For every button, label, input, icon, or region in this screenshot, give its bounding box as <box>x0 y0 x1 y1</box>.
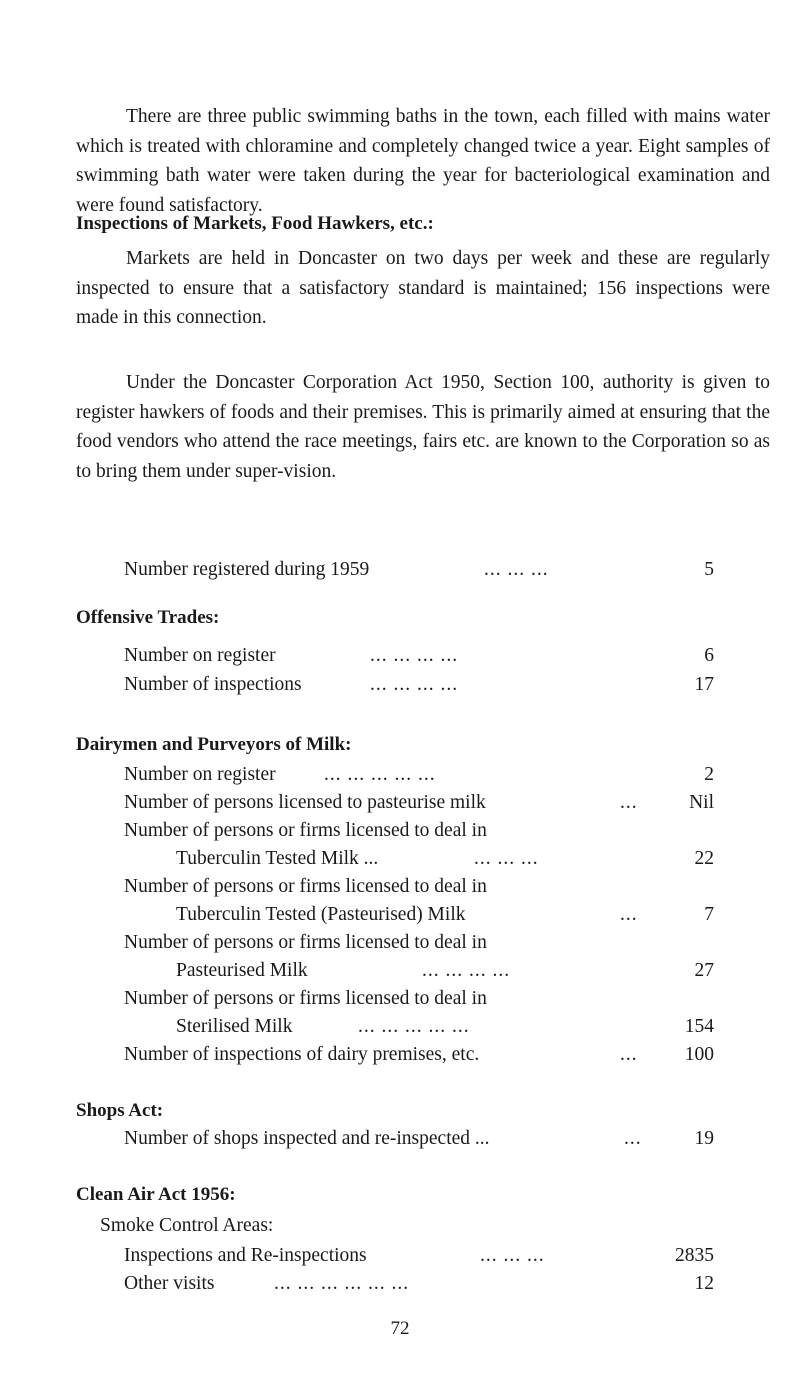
row-value: 100 <box>684 1044 714 1065</box>
leader-dots: ... <box>624 1128 642 1149</box>
dairy-row <box>124 985 714 1013</box>
dairy-row <box>124 817 714 845</box>
row-label: Number of persons or firms licensed to deal in <box>124 876 487 897</box>
row-label: Number on register <box>124 645 276 666</box>
row-label: Tuberculin Tested (Pasteurised) Milk <box>176 904 466 925</box>
dairy-row <box>124 845 714 873</box>
dairymen-heading: Dairymen and Purveyors of Milk: <box>76 734 352 755</box>
dairy-row <box>124 1041 714 1069</box>
row-label: Inspections and Re-inspections <box>124 1245 367 1266</box>
leader-dots: ... ... ... <box>484 559 549 580</box>
dairy-row <box>124 873 714 901</box>
row-value: 7 <box>704 904 714 925</box>
row-value: 19 <box>694 1128 714 1149</box>
dairy-row <box>124 1013 714 1041</box>
page-number: 72 <box>390 1318 410 1339</box>
leader-dots: ... <box>620 1044 638 1065</box>
markets-heading: Inspections of Markets, Food Hawkers, etc.: <box>76 213 434 234</box>
offensive-row <box>124 671 714 699</box>
shops-row <box>124 1125 714 1153</box>
row-label: Number on register <box>124 764 276 785</box>
row-label: Number of persons licensed to pasteurise milk <box>124 792 486 813</box>
row-value: Nil <box>689 792 714 813</box>
row-value: 5 <box>704 559 714 580</box>
row-label: Number of inspections of dairy premises, etc. <box>124 1044 480 1065</box>
clean-air-heading: Clean Air Act 1956: <box>76 1184 236 1205</box>
row-value: 154 <box>684 1016 714 1037</box>
offensive-row <box>124 642 714 670</box>
leader-dots: ... <box>620 904 638 925</box>
offensive-trades-heading: Offensive Trades: <box>76 607 220 628</box>
row-value: 27 <box>694 960 714 981</box>
row-value: 12 <box>694 1273 714 1294</box>
shops-act-heading: Shops Act: <box>76 1100 164 1121</box>
row-value: 22 <box>694 848 714 869</box>
leader-dots: ... ... ... ... <box>422 960 511 981</box>
dairy-row <box>124 929 714 957</box>
row-label: Number of shops inspected and re-inspected ... <box>124 1128 490 1149</box>
row-label: Number registered during 1959 <box>124 559 370 580</box>
row-value: 2 <box>704 764 714 785</box>
markets-paragraph-1: Markets are held in Doncaster on two days per week and these are regularly inspected to ensure that a satisfactory standard is maintained; 156 inspections were made in this connection. <box>76 248 770 328</box>
row-value: 17 <box>694 674 714 695</box>
row-label: Number of persons or firms licensed to deal in <box>124 932 487 953</box>
leader-dots: ... ... ... ... ... <box>324 764 436 785</box>
smoke-control-subheading: Smoke Control Areas: <box>100 1215 274 1236</box>
leader-dots: ... ... ... ... ... <box>358 1016 470 1037</box>
leader-dots: ... ... ... <box>480 1245 545 1266</box>
row-value: 6 <box>704 645 714 666</box>
row-label: Tuberculin Tested Milk ... <box>176 848 379 869</box>
clean-air-row <box>124 1270 714 1298</box>
dairy-row <box>124 901 714 929</box>
row-label: Number of persons or firms licensed to deal in <box>124 820 487 841</box>
swimming-baths-paragraph: There are three public swimming baths in the town, each filled with mains water which is treated with chloramine and completely changed twice a year. Eight samples of swimming bath water were taken during the year for bacteriological examination and were found satisfactory. <box>76 106 770 216</box>
row-label: Sterilised Milk <box>176 1016 293 1037</box>
leader-dots: ... ... ... ... ... ... <box>274 1273 410 1294</box>
leader-dots: ... <box>620 792 638 813</box>
row-value: 2835 <box>675 1245 714 1266</box>
dairy-row <box>124 761 714 789</box>
row-label: Other visits <box>124 1273 215 1294</box>
leader-dots: ... ... ... ... <box>370 674 459 695</box>
row-label: Pasteurised Milk <box>176 960 308 981</box>
clean-air-row <box>124 1242 714 1270</box>
dairy-row <box>124 957 714 985</box>
leader-dots: ... ... ... ... <box>370 645 459 666</box>
markets-paragraph-2: Under the Doncaster Corporation Act 1950, Section 100, authority is given to register hawkers of foods and their premises. This is primarily aimed at ensuring that the food vendors who attend the race meetings, fairs etc. are known to the Corporation so as to bring them under super-vision. <box>76 372 770 482</box>
row-label: Number of persons or firms licensed to deal in <box>124 988 487 1009</box>
registered-row <box>124 556 714 584</box>
row-label: Number of inspections <box>124 674 302 695</box>
dairy-row <box>124 789 714 817</box>
leader-dots: ... ... ... <box>474 848 539 869</box>
